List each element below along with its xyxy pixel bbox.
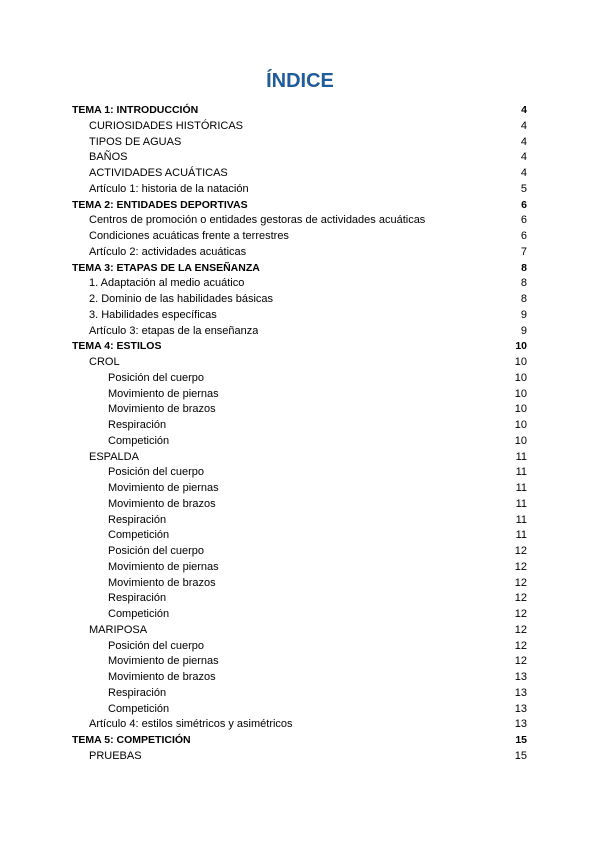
toc-entry-page: 6 <box>520 230 527 242</box>
toc-entry-label: PRUEBAS <box>89 749 142 762</box>
toc-entry-page: 12 <box>514 576 527 589</box>
toc-entry-label: MARIPOSA <box>89 623 148 636</box>
toc-entry-page: 6 <box>520 214 527 227</box>
toc-entry[interactable] <box>72 702 527 718</box>
toc-entry-page: 10 <box>514 356 527 368</box>
toc-entry-page: 13 <box>514 702 527 715</box>
toc-entry[interactable] <box>72 528 527 544</box>
toc-entry-label: ESPALDA <box>89 450 139 463</box>
toc-entry[interactable] <box>72 607 527 623</box>
toc-entry-label: Movimiento de piernas <box>108 482 219 494</box>
toc-entry-label: Movimiento de piernas <box>108 655 219 668</box>
toc-entry-page: 12 <box>514 560 527 573</box>
toc-entry-page: 4 <box>520 119 527 132</box>
toc-entry-page: 7 <box>520 245 527 258</box>
toc-entry-page: 12 <box>514 655 527 668</box>
toc-entry[interactable] <box>72 623 527 639</box>
toc-entry[interactable] <box>72 229 527 245</box>
table-of-contents <box>72 103 527 765</box>
toc-entry-label: CROL <box>89 356 120 368</box>
toc-entry[interactable] <box>72 591 527 607</box>
toc-entry-label: Movimiento de brazos <box>108 497 216 510</box>
toc-entry-label: BAÑOS <box>89 151 128 164</box>
toc-entry[interactable] <box>72 654 527 670</box>
toc-entry-page: 11 <box>515 513 527 526</box>
toc-entry-page: 9 <box>520 324 527 337</box>
toc-entry-label: TIPOS DE AGUAS <box>89 135 182 148</box>
toc-entry-page: 8 <box>520 293 527 305</box>
toc-entry[interactable] <box>72 119 527 135</box>
toc-entry-label: TEMA 5: COMPETICIÓN <box>72 734 191 746</box>
toc-entry[interactable] <box>72 450 527 466</box>
toc-entry[interactable] <box>72 513 527 529</box>
toc-entry-label: Respiración <box>108 686 167 699</box>
toc-entry[interactable] <box>72 670 527 686</box>
toc-entry-page: 12 <box>514 592 527 605</box>
toc-entry-page: 11 <box>515 482 527 494</box>
toc-entry-page: 11 <box>515 529 527 542</box>
toc-entry[interactable] <box>72 560 527 576</box>
toc-entry[interactable] <box>72 717 527 733</box>
toc-entry-page: 13 <box>514 671 527 683</box>
toc-entry[interactable] <box>72 733 527 749</box>
toc-entry[interactable] <box>72 324 527 340</box>
toc-entry-label: Competición <box>108 608 170 620</box>
toc-entry-page: 10 <box>514 403 527 416</box>
toc-entry-label: TEMA 1: INTRODUCCIÓN <box>72 104 199 116</box>
toc-entry-label: Competición <box>108 529 170 542</box>
toc-entry-label: Posición del cuerpo <box>108 466 205 479</box>
toc-entry-page: 8 <box>521 261 527 274</box>
toc-entry[interactable] <box>72 371 527 387</box>
toc-entry-page: 4 <box>520 135 527 148</box>
toc-entry-label: Artículo 4: estilos simétricos y asimétricos <box>89 718 293 731</box>
toc-entry-page: 4 <box>521 104 527 116</box>
toc-entry-label: Artículo 3: etapas de la enseñanza <box>89 324 259 337</box>
toc-entry[interactable] <box>72 135 527 151</box>
toc-entry-page: 8 <box>520 277 527 290</box>
toc-entry[interactable] <box>72 749 527 765</box>
toc-entry-page: 12 <box>514 639 527 652</box>
toc-entry-page: 12 <box>514 545 527 557</box>
toc-entry-label: Condiciones acuáticas frente a terrestres <box>89 230 289 242</box>
toc-entry-label: Competición <box>108 702 170 715</box>
toc-entry[interactable] <box>72 434 527 450</box>
toc-entry[interactable] <box>72 245 527 261</box>
toc-entry[interactable] <box>72 213 527 229</box>
toc-entry-label: TEMA 4: ESTILOS <box>72 340 162 353</box>
toc-entry-label: Movimiento de piernas <box>108 560 219 573</box>
toc-entry-page: 9 <box>520 308 527 321</box>
toc-entry-page: 15 <box>515 734 527 746</box>
toc-entry-page: 5 <box>520 182 527 195</box>
toc-entry-page: 4 <box>520 167 527 179</box>
toc-entry[interactable] <box>72 465 527 481</box>
toc-entry[interactable] <box>72 276 527 292</box>
toc-entry-label: Movimiento de brazos <box>108 671 216 683</box>
toc-entry[interactable] <box>72 576 527 592</box>
toc-entry-page: 6 <box>521 198 527 211</box>
toc-entry-label: CURIOSIDADES HISTÓRICAS <box>89 119 244 132</box>
toc-entry-label: Posición del cuerpo <box>108 545 205 557</box>
toc-entry[interactable] <box>72 339 527 355</box>
toc-entry[interactable] <box>72 198 527 214</box>
toc-entry[interactable] <box>72 261 527 277</box>
toc-entry-label: Movimiento de brazos <box>108 403 216 416</box>
toc-entry-label: ACTIVIDADES ACUÁTICAS <box>89 167 228 179</box>
toc-entry-label: Respiración <box>108 419 167 431</box>
toc-entry[interactable] <box>72 544 527 560</box>
toc-entry-page: 15 <box>514 749 527 762</box>
toc-entry-label: Centros de promoción o entidades gestoras de actividades acuáticas <box>89 214 426 227</box>
toc-entry[interactable] <box>72 387 527 403</box>
toc-entry-page: 13 <box>514 686 527 699</box>
toc-entry-page: 10 <box>514 387 527 400</box>
toc-entry-label: Competición <box>108 434 170 447</box>
toc-entry[interactable] <box>72 355 527 371</box>
page-title: ÍNDICE <box>266 70 334 92</box>
toc-entry-label: Artículo 1: historia de la natación <box>89 182 249 195</box>
toc-entry-page: 4 <box>520 151 527 164</box>
toc-entry-page: 10 <box>514 419 527 431</box>
toc-entry[interactable] <box>72 686 527 702</box>
toc-entry-label: 3. Habilidades específicas <box>89 308 217 321</box>
toc-entry[interactable] <box>72 497 527 513</box>
toc-entry-label: TEMA 3: ETAPAS DE LA ENSEÑANZA <box>72 261 260 274</box>
toc-entry-page: 10 <box>514 434 527 447</box>
toc-entry-label: Movimiento de brazos <box>108 576 216 589</box>
toc-entry-label: Movimiento de piernas <box>108 387 219 400</box>
toc-entry[interactable] <box>72 418 527 434</box>
toc-entry-page: 11 <box>515 450 527 463</box>
toc-entry[interactable] <box>72 150 527 166</box>
toc-entry[interactable] <box>72 166 527 182</box>
toc-entry-label: TEMA 2: ENTIDADES DEPORTIVAS <box>72 198 248 211</box>
toc-entry-page: 12 <box>514 608 527 620</box>
toc-entry-page: 13 <box>514 718 527 731</box>
toc-entry[interactable] <box>72 639 527 655</box>
toc-entry[interactable] <box>72 103 527 119</box>
toc-entry-label: Posición del cuerpo <box>108 639 205 652</box>
toc-entry[interactable] <box>72 402 527 418</box>
toc-entry-page: 10 <box>514 371 527 384</box>
toc-entry-label: Posición del cuerpo <box>108 371 205 384</box>
toc-entry[interactable] <box>72 481 527 497</box>
toc-entry-page: 11 <box>515 497 527 510</box>
toc-entry-page: 12 <box>514 623 527 636</box>
toc-entry[interactable] <box>72 308 527 324</box>
toc-entry-label: Respiración <box>108 513 167 526</box>
toc-entry-label: 2. Dominio de las habilidades básicas <box>89 293 274 305</box>
toc-entry-label: Respiración <box>108 592 167 605</box>
toc-entry[interactable] <box>72 292 527 308</box>
toc-entry-page: 11 <box>515 466 527 479</box>
toc-entry-label: 1. Adaptación al medio acuático <box>89 277 245 290</box>
toc-entry[interactable] <box>72 182 527 198</box>
toc-entry-page: 10 <box>515 340 527 353</box>
toc-entry-label: Artículo 2: actividades acuáticas <box>89 245 247 258</box>
